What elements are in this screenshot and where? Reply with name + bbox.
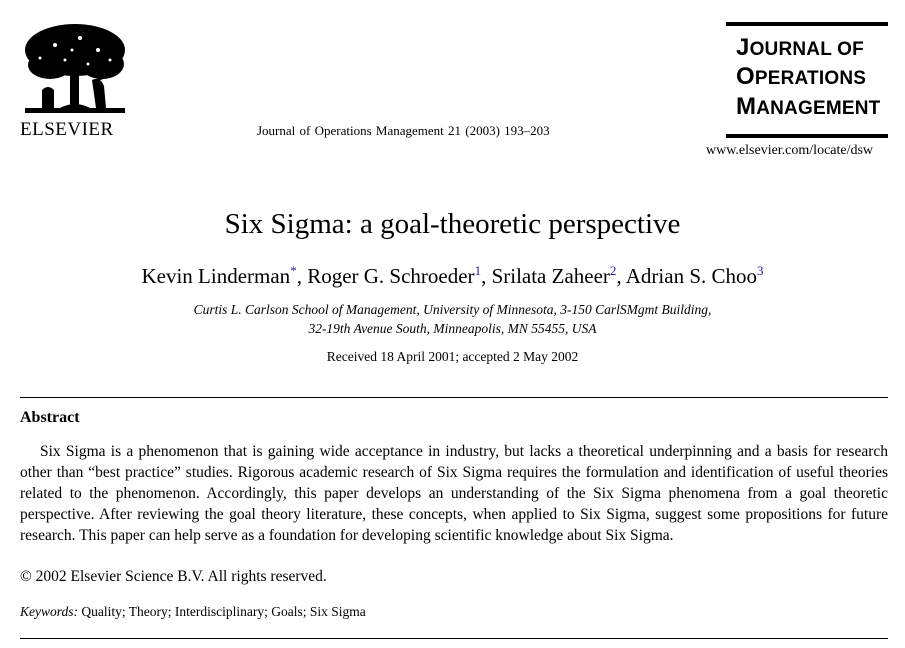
affiliation-line: 32-19th Avenue South, Minneapolis, MN 55455, USA <box>308 321 597 336</box>
author-name: Srilata Zaheer <box>491 264 610 288</box>
author-list: Kevin Linderman*, Roger G. Schroeder$^1$, Srilata Zaheer$^2$, Adrian S. Choo$^3$ <box>141 263 764 288</box>
footnote-mark-link[interactable]: * <box>290 263 297 278</box>
divider <box>20 638 888 639</box>
journal-url-link[interactable]: www.elsevier.com/locate/dsw <box>706 143 874 158</box>
article-title: Six Sigma: a goal-theoretic perspective <box>224 208 681 240</box>
journal-logo-bottom-rule <box>726 134 888 138</box>
author-name: Roger G. Schroeder <box>307 264 475 288</box>
author-name: Adrian S. Choo <box>625 264 758 288</box>
tree-of-knowledge-icon <box>20 20 130 120</box>
keywords <box>20 604 366 620</box>
footnote-mark-link[interactable]: 2 <box>609 263 617 278</box>
journal-logo-line-2: OPERATIONS <box>736 63 867 90</box>
journal-logo-top-rule <box>726 22 888 26</box>
journal-logo-line-1: JOURNAL OF <box>736 34 864 61</box>
keywords-value: Quality; Theory; Interdisciplinary; Goals; Six Sigma <box>81 604 366 619</box>
divider <box>20 397 888 398</box>
affiliation-line: Curtis L. Carlson School of Management, University of Minnesota, 3-150 CarlSMgmt Building, <box>193 302 712 317</box>
abstract-heading: Abstract <box>20 409 80 426</box>
abstract-body: Six Sigma is a phenomenon that is gaining wide acceptance in industry, but lacks a theoretical underpinning and a basis for research other than “best practice” studies. Rigorous academic research of Six Sigma requires the formulation and identification of useful theories related to the phenomenon. Accordingly, this paper develops an understanding of the Six Sigma phenomena from a goal theoretic perspective. After reviewing the goal theory literature, these concepts, when applied to Six Sigma, suggest some propositions for future research. This paper can help serve as a foundation for developing scientific knowledge about Six Sigma. <box>20 443 888 544</box>
received-dates: Received 18 April 2001; accepted 2 May 2002 <box>326 349 579 364</box>
keywords-label: Keywords: <box>20 604 78 619</box>
publisher-name: ELSEVIER <box>20 119 114 140</box>
journal-citation: Journal of Operations Management 21 (2003) 193–203 <box>257 123 550 138</box>
journal-logo-line-3: MANAGEMENT <box>736 93 881 120</box>
copyright-notice: © 2002 Elsevier Science B.V. All rights reserved. <box>20 568 327 585</box>
elsevier-logo <box>20 20 135 140</box>
footnote-mark-link[interactable]: 1 <box>474 263 482 278</box>
journal-logo <box>726 22 888 138</box>
author-name: Kevin Linderman <box>141 264 291 288</box>
footnote-mark-link[interactable]: 3 <box>757 263 764 278</box>
